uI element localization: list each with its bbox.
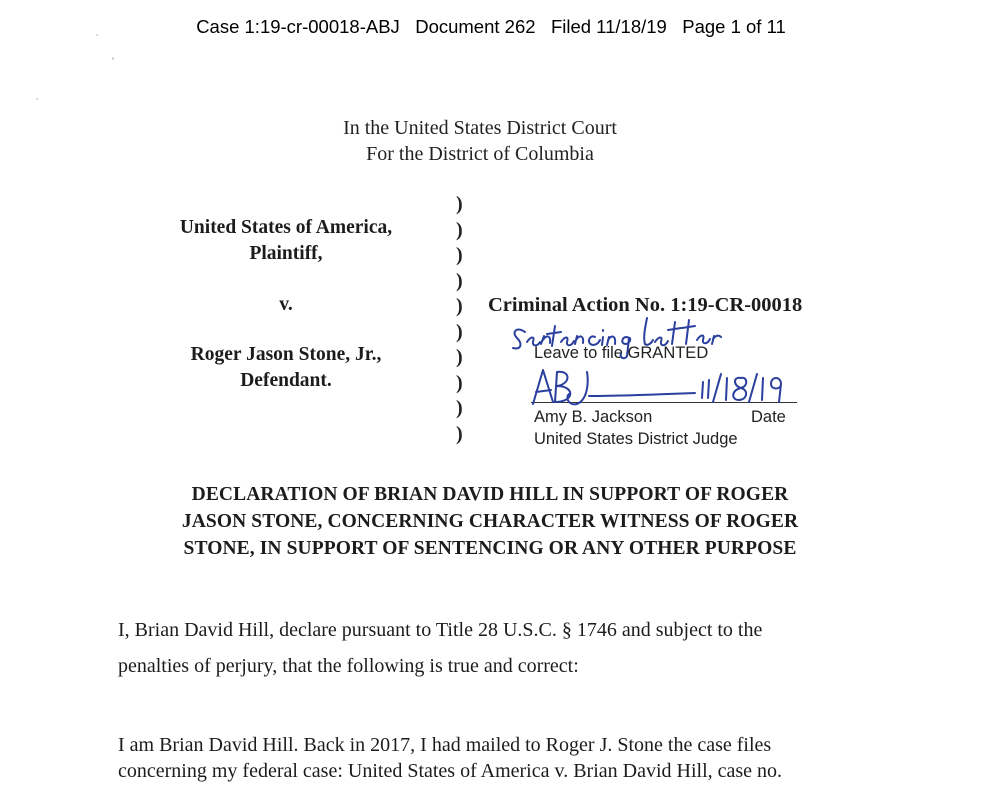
- criminal-action-number: Criminal Action No. 1:19-CR-00018: [488, 294, 803, 316]
- handwritten-annotation: [505, 310, 805, 420]
- handwriting-stroke: [533, 370, 553, 404]
- handwriting-stroke: [589, 393, 695, 396]
- handwriting-stroke: [589, 336, 600, 345]
- plaintiff-name: United States of America,: [179, 217, 393, 238]
- judge-title: United States District Judge: [534, 430, 738, 448]
- leave-granted-text: Leave to file GRANTED: [534, 344, 709, 362]
- paragraph-line: I, Brian David Hill, declare pursuant to Title 28 U.S.C. § 1746 and subject to the: [118, 619, 763, 641]
- court-name: In the United States District Court: [343, 117, 617, 139]
- handwriting-stroke: [726, 378, 727, 400]
- handwriting-stroke: [567, 372, 587, 404]
- handwriting-stroke: [527, 338, 540, 346]
- handwriting-stroke: [697, 336, 710, 344]
- caption-paren: ): [456, 320, 463, 343]
- versus-label: v.: [279, 294, 293, 315]
- caption-paren: ): [456, 193, 463, 215]
- handwriting-stroke: [602, 330, 603, 345]
- caption-paren: ): [456, 371, 463, 394]
- caption-paren: ): [456, 269, 463, 292]
- handwriting-stroke: [713, 374, 721, 402]
- handwriting-stroke: [644, 318, 653, 345]
- handwriting-stroke: [513, 330, 525, 349]
- handwriting-stroke: [561, 338, 574, 346]
- handwriting-stroke: [682, 320, 695, 344]
- handwriting-stroke: [668, 322, 681, 344]
- caption-paren: ): [456, 218, 463, 241]
- ecf-header-stamp: Case 1:19-cr-00018-ABJ Document 262 Filed 11/18/19 Page 1 of 11: [196, 16, 786, 37]
- handwriting-stroke: [762, 378, 763, 400]
- handwriting-stroke: [575, 336, 583, 344]
- handwriting-stroke: [702, 380, 709, 398]
- declaration-title-line: STONE, IN SUPPORT OF SENTENCING OR ANY OTHER PURPOSE: [183, 538, 797, 559]
- scan-speck: [112, 57, 114, 60]
- caption-paren: ): [456, 346, 463, 368]
- handwriting-stroke: [655, 338, 668, 346]
- caption-paren: ): [456, 422, 463, 445]
- judge-name: Amy B. Jackson: [534, 408, 653, 426]
- handwriting-stroke: [749, 374, 757, 402]
- defendant-role: Defendant.: [240, 370, 332, 391]
- handwriting-stroke: [541, 336, 550, 344]
- declaration-title-line: DECLARATION OF BRIAN DAVID HILL IN SUPPORT OF ROGER: [191, 484, 789, 505]
- plaintiff-role: Plaintiff,: [249, 243, 323, 264]
- paragraph-line: concerning my federal case: United States of America v. Brian David Hill, case no.: [118, 760, 783, 782]
- paragraph-line: penalties of perjury, that the following is true and correct:: [118, 655, 579, 677]
- paragraph-line: I am Brian David Hill. Back in 2017, I had mailed to Roger J. Stone the case files: [118, 734, 772, 756]
- defendant-name: Roger Jason Stone, Jr.,: [190, 344, 382, 365]
- court-district: For the District of Columbia: [366, 143, 594, 165]
- handwriting-stroke: [712, 336, 721, 344]
- handwriting-stroke: [607, 337, 615, 345]
- handwriting-stroke: [733, 378, 746, 400]
- handwriting-stroke: [621, 337, 631, 358]
- scan-speck: [36, 98, 38, 100]
- handwriting-stroke: [771, 378, 781, 402]
- date-label: Date: [751, 408, 786, 426]
- caption-parentheses: [456, 192, 472, 447]
- declaration-title-line: JASON STONE, CONCERNING CHARACTER WITNESS OF ROGER: [181, 511, 799, 532]
- caption-paren: ): [456, 397, 463, 419]
- caption-paren: ): [456, 295, 463, 317]
- caption-paren: ): [456, 244, 463, 266]
